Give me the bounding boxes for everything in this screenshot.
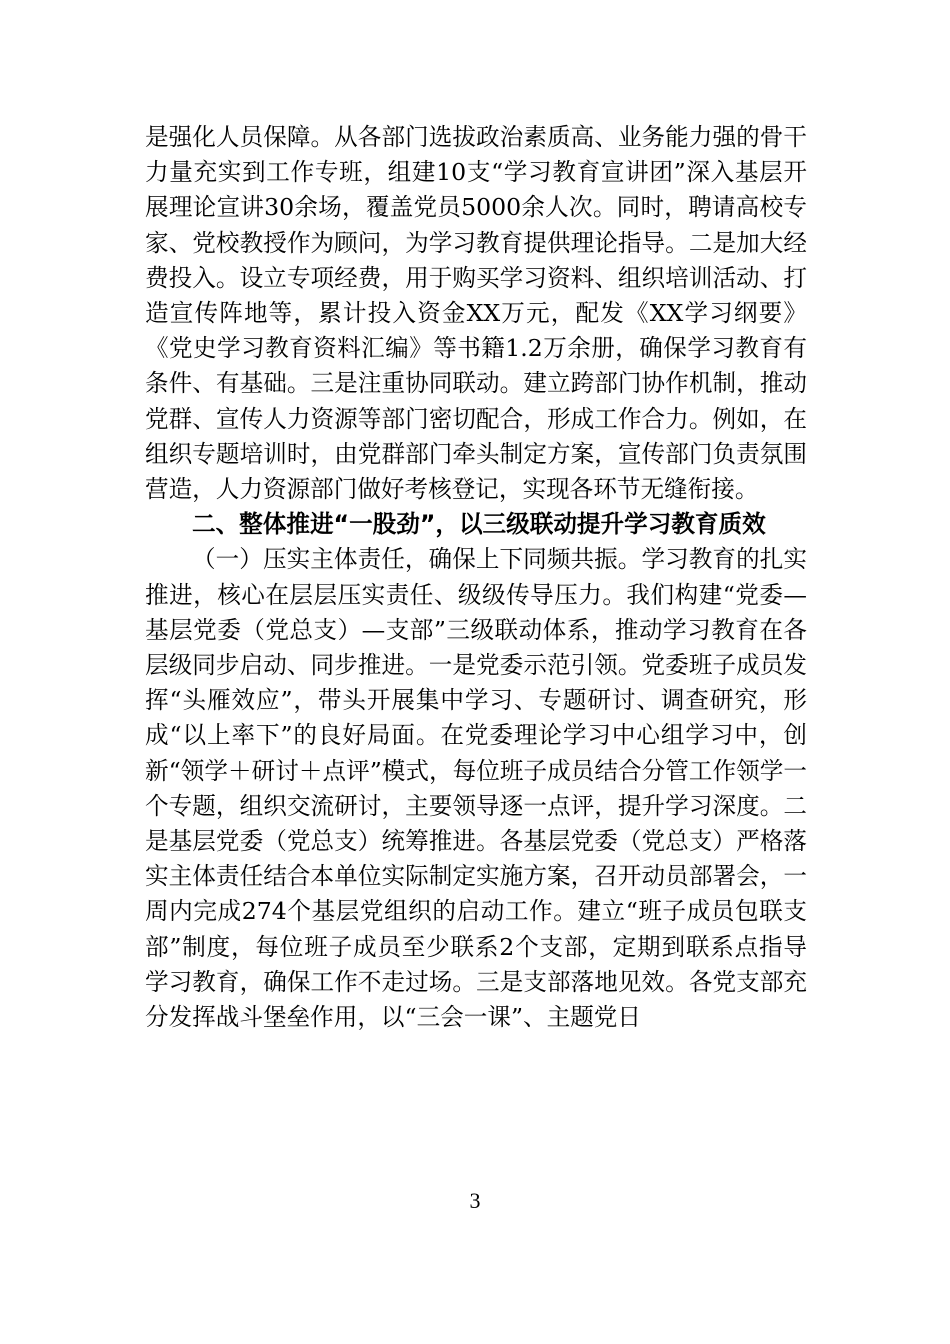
body-paragraph-2: （一）压实主体责任，确保上下同频共振。学习教育的扎实推进，核心在层层压实责任、级级传导压力。我们构建“党委—基层党委（党总支）—支部”三级联动体系，推动学习教育在各层级同步启动、同步推进。一是党委示范引领。党委班子成员发挥“头雁效应”，带头开展集中学习、专题研讨、调查研究，形成“以上率下”的良好局面。在党委理论学习中心组学习中，创新“领学＋研讨＋点评”模式，每位班子成员结合分管工作领学一个专题，组织交流研讨，主要领导逐一点评，提升学习深度。二是基层党委（党总支）统筹推进。各基层党委（党总支）严格落实主体责任结合本单位实际制定实施方案，召开动员部署会，一周内完成274个基层党组织的启动工作。建立“班子成员包联支部”制度，每位班子成员至少联系2个支部，定期到联系点指导学习教育，确保工作不走过场。三是支部落地见效。各党支部充分发挥战斗堡垒作用，以“三会一课”、主题党日 <box>145 545 807 1032</box>
page-number: 3 <box>469 1188 481 1213</box>
body-paragraph-1: 是强化人员保障。从各部门选拔政治素质高、业务能力强的骨干力量充实到工作专班，组建10支“学习教育宣讲团”深入基层开展理论宣讲30余场，覆盖党员5000余人次。同时，聘请高校专家、党校教授作为顾问，为学习教育提供理论指导。二是加大经费投入。设立专项经费，用于购买学习资料、组织培训活动、打造宣传阵地等，累计投入资金XX万元，配发《XX学习纲要》《党史学习教育资料汇编》等书籍1.2万余册，确保学习教育有条件、有基础。三是注重协同联动。建立跨部门协作机制，推动党群、宣传人力资源等部门密切配合，形成工作合力。例如，在组织专题培训时，由党群部门牵头制定方案，宣传部门负责氛围营造，人力资源部门做好考核登记，实现各环节无缝衔接。 <box>145 123 807 504</box>
document-body <box>145 120 807 1035</box>
section-heading: 二、整体推进“一股劲”，以三级联动提升学习教育质效 <box>192 510 766 539</box>
